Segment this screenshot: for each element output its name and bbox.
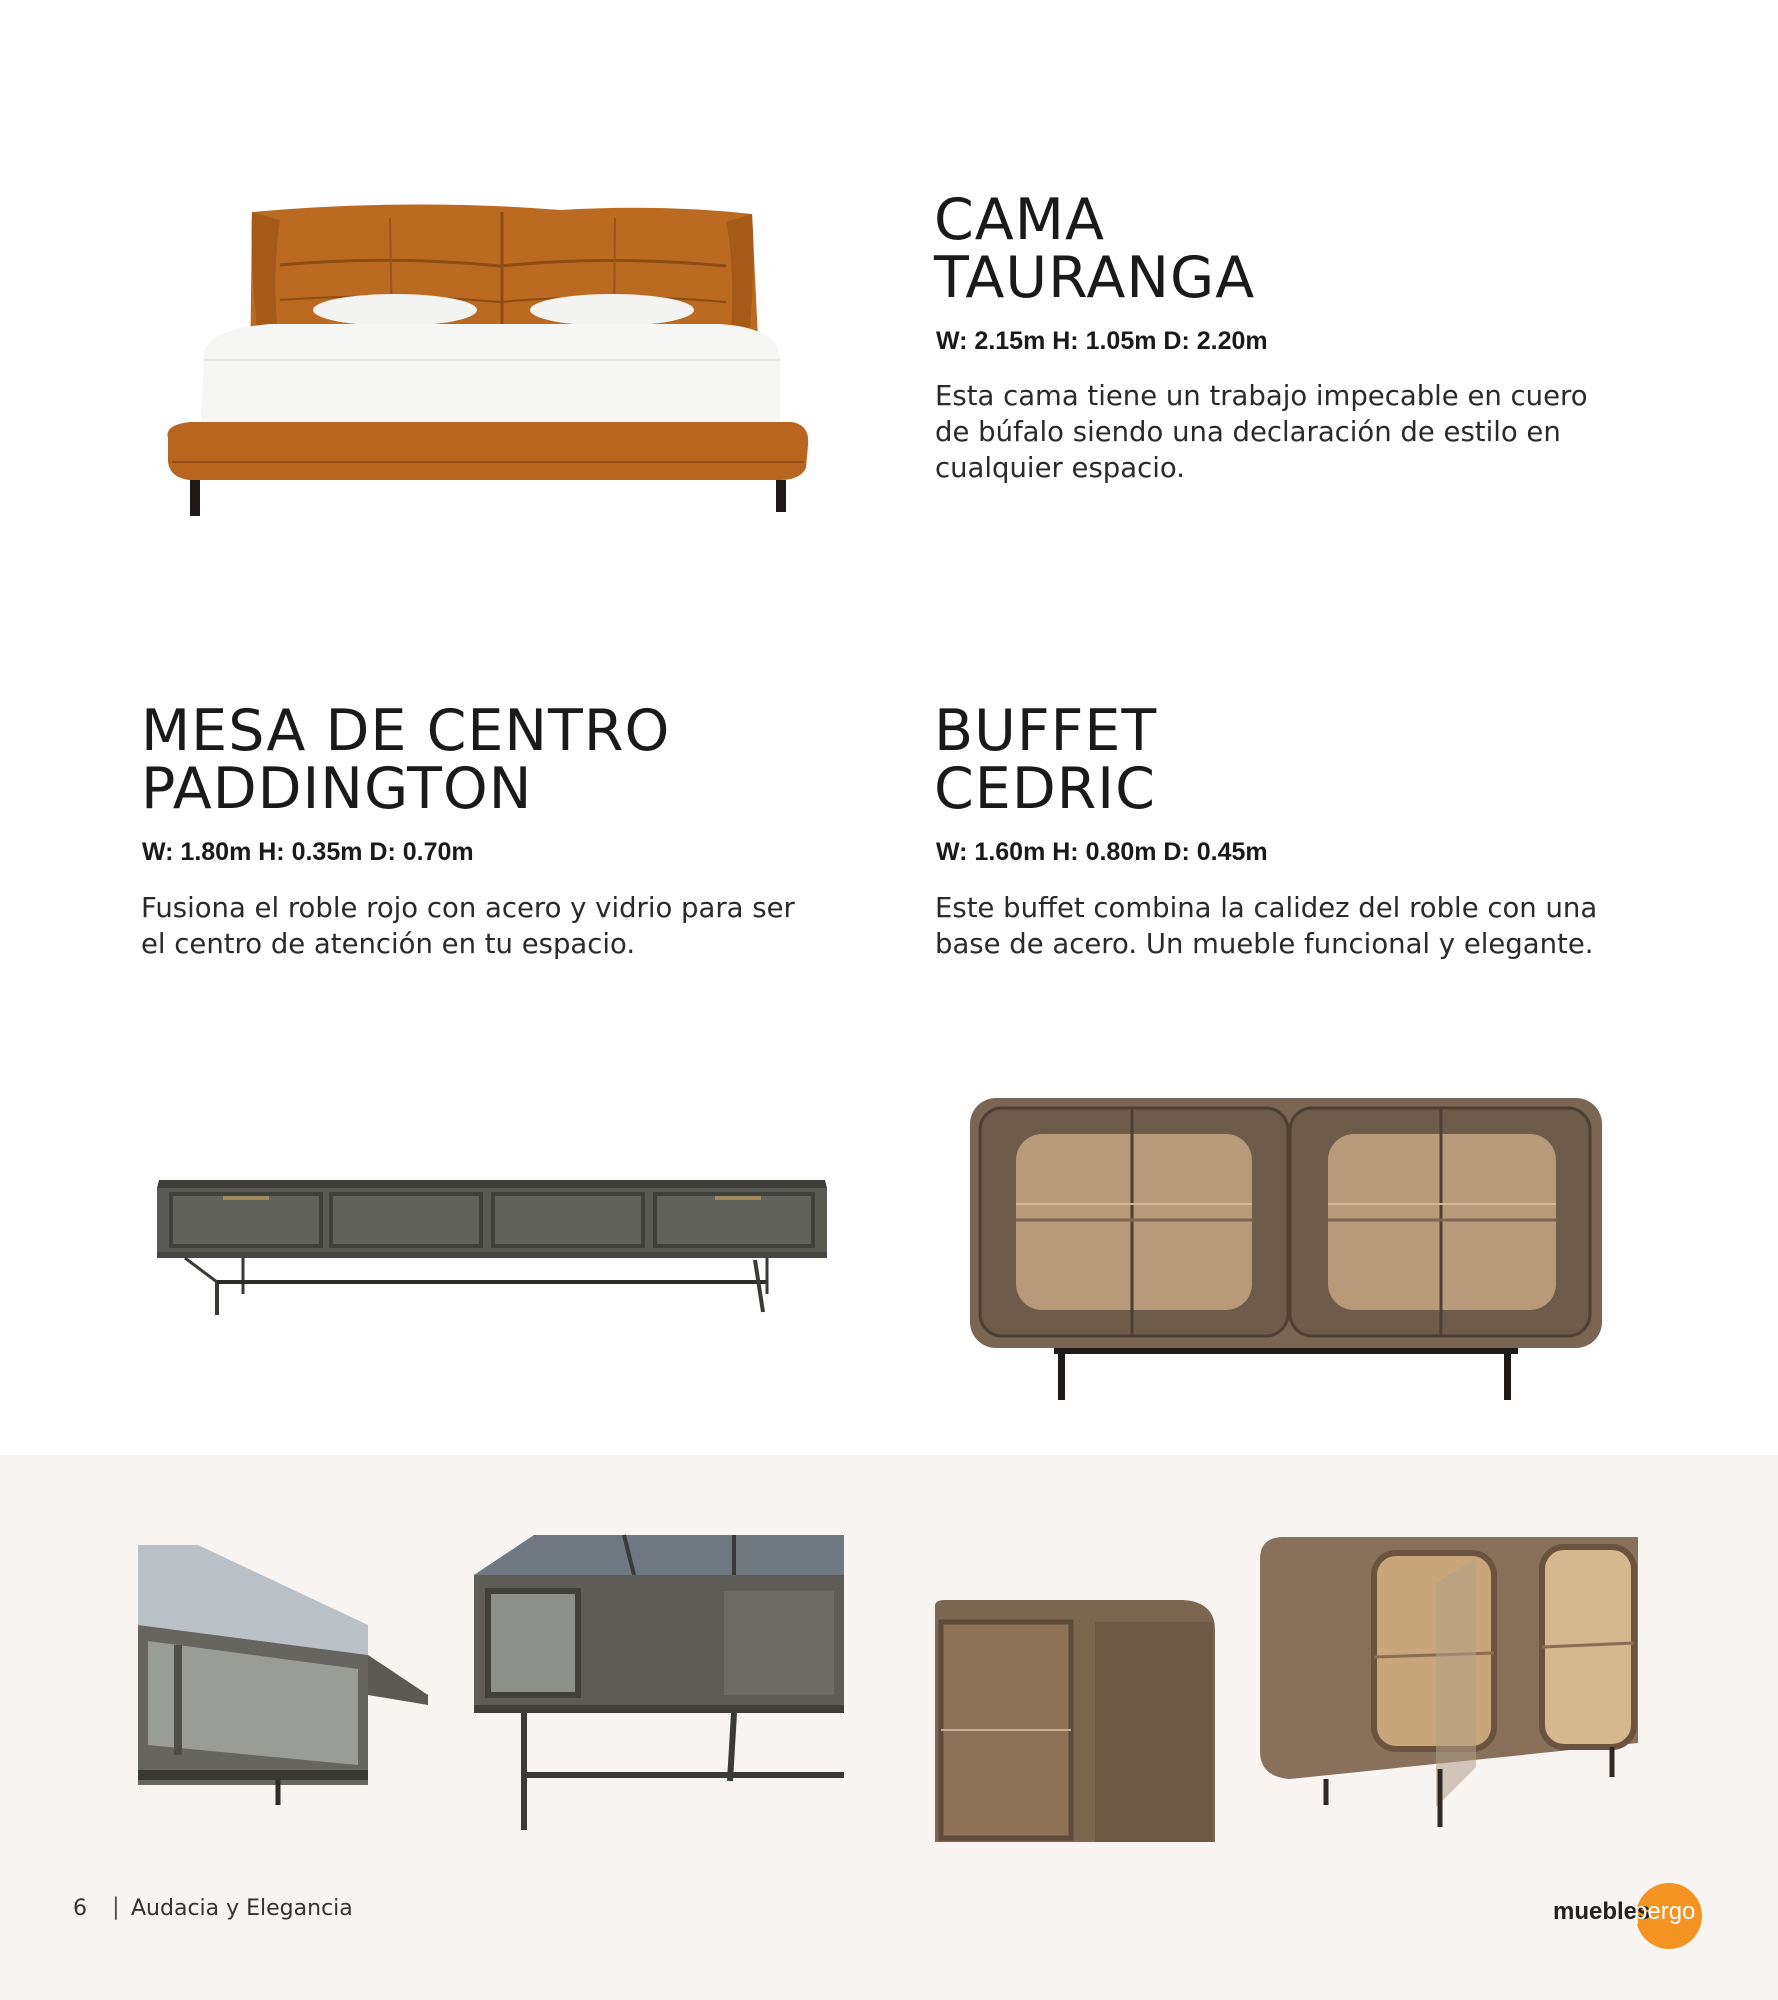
bed-image xyxy=(160,200,820,520)
coffee-table-detail-side-image xyxy=(474,1535,844,1835)
mesa-dimensions: W: 1.80m H: 0.35m D: 0.70m xyxy=(142,838,474,866)
logo-brand: pergo xyxy=(1634,1898,1696,1925)
mesa-title-line2: PADDINGTON xyxy=(141,756,533,822)
cama-description-line2: de búfalo siendo una declaración de estilo en xyxy=(935,416,1561,448)
cama-title-line2: TAURANGA xyxy=(934,245,1256,311)
page-number: 6 xyxy=(73,1896,87,1921)
mesa-title-line1: MESA DE CENTRO xyxy=(141,698,671,764)
buffet-dimensions: W: 1.60m H: 0.80m D: 0.45m xyxy=(936,838,1268,866)
buffet-title-line1: BUFFET xyxy=(934,698,1158,764)
mesa-description-line1: Fusiona el roble rojo con acero y vidrio para ser xyxy=(141,892,795,924)
buffet-description-line1: Este buffet combina la calidez del roble con una xyxy=(935,892,1598,924)
footer-separator: | xyxy=(112,1894,120,1920)
section-title: Audacia y Elegancia xyxy=(131,1896,353,1921)
cama-title-line1: CAMA xyxy=(934,187,1105,253)
coffee-table-detail-corner-image xyxy=(138,1545,430,1805)
cama-description-line3: cualquier espacio. xyxy=(935,452,1185,484)
buffet-detail-corner-image xyxy=(935,1600,1217,1842)
cama-dimensions: W: 2.15m H: 1.05m D: 2.20m xyxy=(936,327,1268,355)
buffet-image xyxy=(966,1094,1606,1404)
logo-word: muebles xyxy=(1553,1898,1651,1925)
buffet-description-line2: base de acero. Un mueble funcional y elegante. xyxy=(935,928,1594,960)
buffet-title-line2: CEDRIC xyxy=(934,756,1156,822)
buffet-detail-open-image xyxy=(1260,1537,1638,1829)
cama-description-line1: Esta cama tiene un trabajo impecable en cuero xyxy=(935,380,1588,412)
mesa-description-line2: el centro de atención en tu espacio. xyxy=(141,928,636,960)
coffee-table-image xyxy=(155,1172,825,1322)
